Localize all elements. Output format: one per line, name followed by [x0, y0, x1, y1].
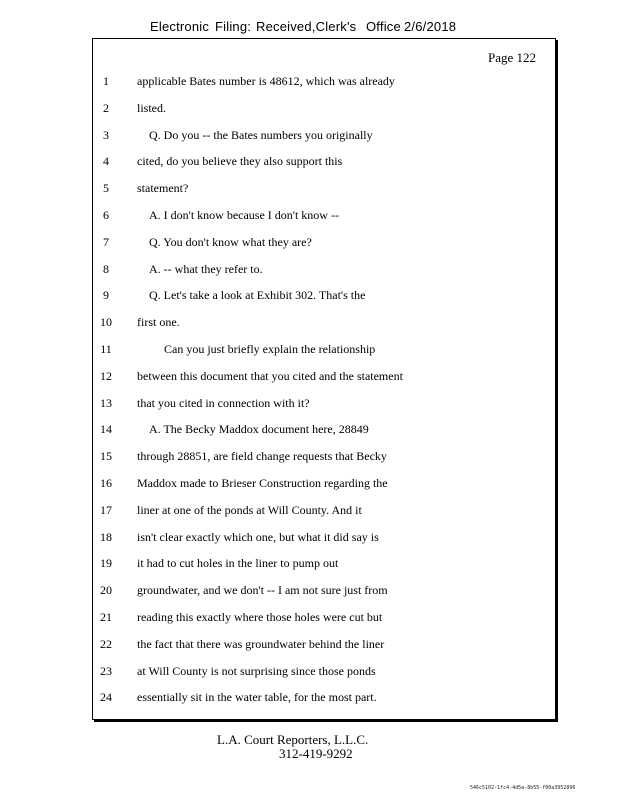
- transcript-line: [0, 662, 618, 680]
- line-number: 9: [103, 288, 109, 303]
- transcript-line: [0, 394, 618, 412]
- line-text: statement?: [137, 181, 189, 196]
- line-number: 22: [100, 636, 112, 651]
- filing-header: [0, 19, 618, 37]
- transcript-line: [0, 608, 618, 626]
- transcript-line: [0, 126, 618, 144]
- transcript-line: [0, 554, 618, 572]
- line-number: 13: [100, 395, 112, 410]
- line-text: A. I don't know because I don't know --: [149, 208, 339, 222]
- header-received: Received,Clerk's: [256, 19, 357, 34]
- header-filing: Filing:: [215, 19, 252, 34]
- transcript-line: [0, 447, 618, 465]
- transcript-line: [0, 72, 618, 90]
- line-number: 4: [103, 154, 109, 169]
- line-text: Maddox made to Brieser Construction regarding the: [137, 476, 388, 490]
- line-number: 20: [100, 583, 112, 598]
- line-number: 24: [100, 690, 112, 705]
- line-number: 14: [100, 422, 112, 437]
- line-number: 10: [100, 315, 112, 330]
- transcript-line: [0, 340, 618, 358]
- line-number: 1: [103, 74, 109, 88]
- line-text: Q. Let's take a look at Exhibit 302. That's the: [149, 288, 366, 303]
- line-number: 6: [103, 208, 109, 222]
- line-number: 23: [100, 663, 112, 678]
- transcript-line: [0, 152, 618, 170]
- line-number: 18: [100, 529, 112, 544]
- line-text: that you cited in connection with it?: [137, 395, 310, 410]
- transcript-line: [0, 99, 618, 117]
- transcript-line: [0, 286, 618, 304]
- line-number: 11: [100, 342, 112, 356]
- line-text: Q. You don't know what they are?: [149, 234, 312, 249]
- transcript-line: [0, 313, 618, 331]
- line-number: 5: [103, 181, 109, 196]
- line-text: listed.: [137, 100, 166, 115]
- transcript-line: [0, 420, 618, 438]
- line-text: applicable Bates number is 48612, which was already: [137, 74, 395, 88]
- transcript-line: [0, 635, 618, 653]
- line-text: essentially sit in the water table, for the most part.: [137, 690, 377, 705]
- header-office: Office: [366, 19, 401, 34]
- line-number: 17: [100, 502, 112, 517]
- line-text: at Will County is not surprising since those ponds: [137, 663, 376, 678]
- header-date: 2/6/2018: [404, 19, 457, 34]
- line-text: the fact that there was groundwater behind the liner: [137, 636, 385, 651]
- line-text: it had to cut holes in the liner to pump out: [137, 556, 339, 571]
- line-text: isn't clear exactly which one, but what it did say is: [137, 529, 379, 544]
- line-text: Q. Do you -- the Bates numbers you originally: [149, 127, 373, 142]
- line-number: 16: [100, 476, 112, 490]
- transcript-line: [0, 501, 618, 519]
- line-number: 3: [103, 127, 109, 142]
- transcript-line: [0, 367, 618, 385]
- line-text: first one.: [137, 315, 180, 330]
- line-text: A. The Becky Maddox document here, 28849: [149, 422, 369, 437]
- transcript-line: [0, 474, 618, 492]
- transcript-line: [0, 528, 618, 546]
- line-text: Can you just briefly explain the relationship: [164, 342, 376, 356]
- line-number: 19: [100, 556, 112, 571]
- line-text: reading this exactly where those holes were cut but: [137, 610, 383, 624]
- line-number: 15: [100, 449, 112, 464]
- line-text: liner at one of the ponds at Will County. And it: [137, 502, 362, 517]
- line-text: A. -- what they refer to.: [149, 261, 263, 276]
- line-number: 8: [103, 261, 109, 276]
- page-number: Page 122: [488, 50, 537, 65]
- footer-phone: 312-419-9292: [279, 746, 353, 761]
- transcript-line: [0, 688, 618, 706]
- footer-company: L.A. Court Reporters, L.L.C.: [217, 732, 369, 747]
- line-number: 7: [103, 234, 109, 249]
- transcript-line: [0, 260, 618, 278]
- line-text: groundwater, and we don't -- I am not sure just from: [137, 583, 388, 598]
- line-text: cited, do you believe they also support this: [137, 154, 343, 169]
- line-number: 12: [100, 368, 112, 383]
- transcript-line: [0, 206, 618, 224]
- document-id: 546c5102-1fc4-4d5a-8b55-f00a3952896: [470, 785, 576, 791]
- line-number: 21: [100, 610, 112, 624]
- transcript-line: [0, 581, 618, 599]
- line-number: 2: [103, 100, 109, 115]
- transcript-line: [0, 233, 618, 251]
- line-text: through 28851, are field change requests that Becky: [137, 449, 387, 464]
- line-text: between this document that you cited and the statement: [137, 368, 403, 383]
- transcript-line: [0, 179, 618, 197]
- header-electronic: Electronic: [150, 19, 210, 34]
